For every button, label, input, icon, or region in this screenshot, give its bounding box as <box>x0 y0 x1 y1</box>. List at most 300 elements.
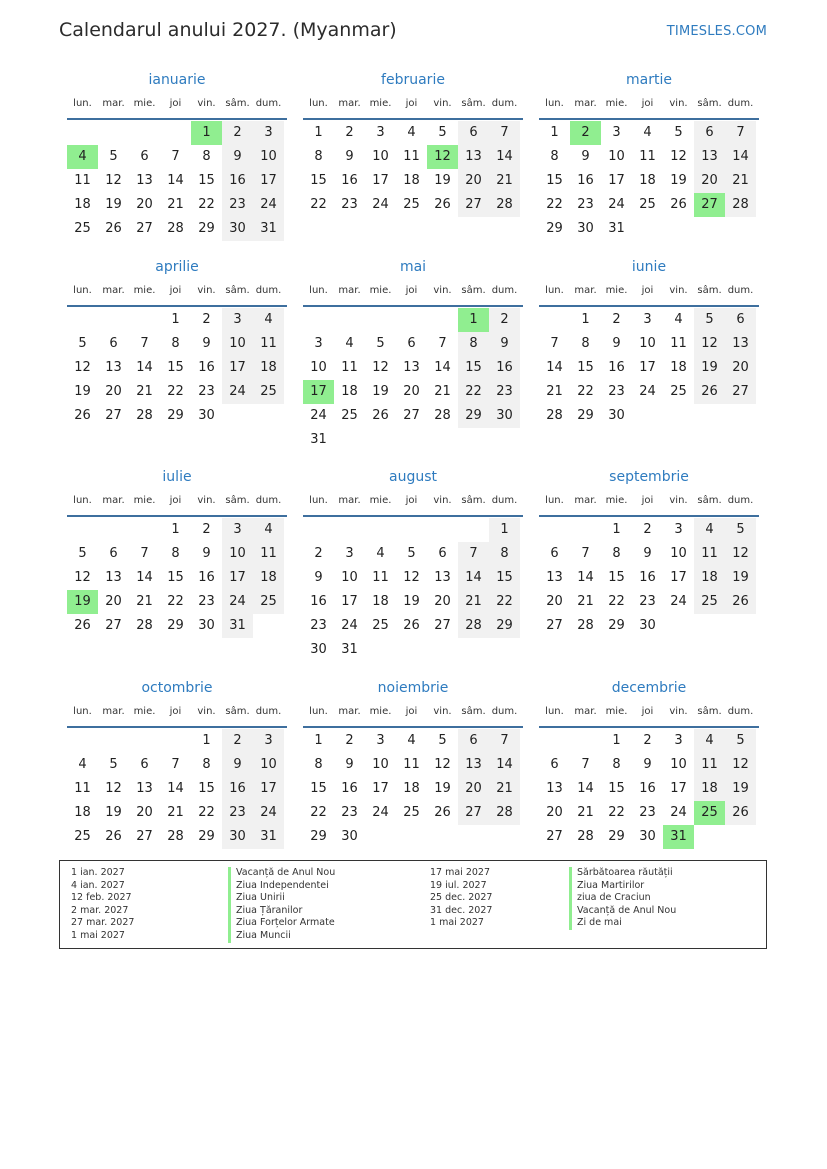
day-cell: 7 <box>500 733 509 748</box>
day-cell: 14 <box>577 781 594 796</box>
day-cell: 12 <box>403 570 420 585</box>
day-cell: 30 <box>229 221 246 236</box>
day-cell: 13 <box>105 570 122 585</box>
day-cell: 10 <box>670 757 687 772</box>
day-cell: 23 <box>639 805 656 820</box>
legend-date: 1 mai 2027 <box>430 917 484 929</box>
day-cell: 8 <box>581 336 590 351</box>
day-cell: 23 <box>310 618 327 633</box>
day-cell: 13 <box>136 781 153 796</box>
weekday-label: vin. <box>197 706 216 717</box>
weekday-label: mar. <box>574 98 597 109</box>
day-cell: 13 <box>546 570 563 585</box>
day-cell: 6 <box>469 733 478 748</box>
day-cell: 5 <box>736 522 745 537</box>
legend-holiday-name: Zi de mai <box>569 917 676 930</box>
day-cell: 10 <box>229 336 246 351</box>
day-cell: 21 <box>496 173 513 188</box>
day-cell: 28 <box>167 829 184 844</box>
day-cell: 24 <box>229 594 246 609</box>
weekday-label: mie. <box>369 285 392 296</box>
legend-holiday-name: ziua de Craciun <box>569 892 676 905</box>
holiday-day-cell: 1 <box>191 121 222 145</box>
day-cell: 8 <box>171 336 180 351</box>
day-cell: 13 <box>105 360 122 375</box>
day-cell: 27 <box>732 384 749 399</box>
weekday-label: sâm. <box>225 285 250 296</box>
weekday-label: lun. <box>545 495 564 506</box>
day-cell: 4 <box>264 522 273 537</box>
day-cell: 2 <box>202 312 211 327</box>
month-title: martie <box>626 72 672 88</box>
day-cell: 11 <box>701 757 718 772</box>
day-cell: 21 <box>167 197 184 212</box>
day-cell: 9 <box>314 570 323 585</box>
day-cell: 17 <box>341 594 358 609</box>
day-cell: 19 <box>701 360 718 375</box>
day-cell: 12 <box>434 757 451 772</box>
day-cell: 1 <box>314 125 323 140</box>
weekday-label: mie. <box>369 98 392 109</box>
weekday-label: dum. <box>491 706 518 717</box>
day-cell: 3 <box>314 336 323 351</box>
day-cell: 12 <box>732 546 749 561</box>
month-title: noiembrie <box>377 680 449 696</box>
day-cell: 9 <box>345 149 354 164</box>
day-cell: 1 <box>612 522 621 537</box>
day-cell: 18 <box>74 197 91 212</box>
day-cell: 20 <box>136 197 153 212</box>
day-cell: 24 <box>372 197 389 212</box>
day-cell: 5 <box>674 125 683 140</box>
day-cell: 9 <box>202 336 211 351</box>
day-cell: 11 <box>403 149 420 164</box>
weekday-label: mar. <box>574 285 597 296</box>
weekday-label: mie. <box>605 98 628 109</box>
month-header-rule <box>67 726 287 728</box>
legend-holiday-name: Ziua Martirilor <box>569 880 676 893</box>
day-cell: 1 <box>550 125 559 140</box>
day-cell: 18 <box>670 360 687 375</box>
day-cell: 31 <box>260 829 277 844</box>
day-cell: 22 <box>496 594 513 609</box>
day-cell: 17 <box>372 781 389 796</box>
day-cell: 25 <box>403 805 420 820</box>
month-header-rule <box>303 726 523 728</box>
weekday-label: sâm. <box>697 285 722 296</box>
day-cell: 10 <box>608 149 625 164</box>
day-cell: 16 <box>341 781 358 796</box>
day-cell: 14 <box>496 757 513 772</box>
page-title: Calendarul anului 2027. (Myanmar) <box>59 19 397 41</box>
weekday-label: sâm. <box>697 98 722 109</box>
day-cell: 5 <box>78 546 87 561</box>
weekday-label: dum. <box>727 285 754 296</box>
weekday-label: sâm. <box>225 495 250 506</box>
day-cell: 29 <box>608 618 625 633</box>
day-cell: 3 <box>264 125 273 140</box>
weekday-label: joi <box>169 98 182 109</box>
brand-link[interactable]: TIMESLES.COM <box>666 24 767 39</box>
day-cell: 12 <box>732 757 749 772</box>
day-cell: 13 <box>465 149 482 164</box>
day-cell: 30 <box>639 829 656 844</box>
day-cell: 31 <box>229 618 246 633</box>
day-cell: 17 <box>229 360 246 375</box>
day-cell: 4 <box>674 312 683 327</box>
legend-date: 19 iul. 2027 <box>430 879 487 891</box>
day-cell: 29 <box>198 829 215 844</box>
month-title: februarie <box>381 72 445 88</box>
day-cell: 11 <box>260 336 277 351</box>
day-cell: 19 <box>434 781 451 796</box>
day-cell: 22 <box>167 594 184 609</box>
weekday-label: sâm. <box>461 285 486 296</box>
month-title: mai <box>399 259 427 275</box>
legend-left-dates <box>71 867 134 943</box>
day-cell: 13 <box>434 570 451 585</box>
day-cell: 29 <box>546 221 563 236</box>
month-header-rule <box>539 726 759 728</box>
day-cell: 15 <box>167 570 184 585</box>
day-cell: 18 <box>260 360 277 375</box>
day-cell: 29 <box>198 221 215 236</box>
day-cell: 27 <box>105 618 122 633</box>
day-cell: 12 <box>105 173 122 188</box>
weekday-label: sâm. <box>461 706 486 717</box>
holiday-day-cell: 1 <box>458 308 489 332</box>
day-cell: 17 <box>260 173 277 188</box>
day-cell: 31 <box>310 432 327 447</box>
weekday-label: sâm. <box>697 706 722 717</box>
month-header-rule <box>539 515 759 517</box>
day-cell: 29 <box>465 408 482 423</box>
day-cell: 21 <box>465 594 482 609</box>
day-cell: 1 <box>171 312 180 327</box>
weekday-label: sâm. <box>225 98 250 109</box>
day-cell: 4 <box>264 312 273 327</box>
day-cell: 30 <box>577 221 594 236</box>
day-cell: 15 <box>310 173 327 188</box>
day-cell: 28 <box>136 618 153 633</box>
day-cell: 19 <box>732 781 749 796</box>
weekday-label: dum. <box>491 285 518 296</box>
holiday-day-cell: 27 <box>694 193 725 217</box>
day-cell: 7 <box>500 125 509 140</box>
day-cell: 24 <box>608 197 625 212</box>
day-cell: 11 <box>639 149 656 164</box>
day-cell: 15 <box>608 570 625 585</box>
day-cell: 25 <box>701 594 718 609</box>
day-cell: 5 <box>376 336 385 351</box>
day-cell: 6 <box>140 149 149 164</box>
day-cell: 5 <box>438 125 447 140</box>
day-cell: 21 <box>577 805 594 820</box>
day-cell: 30 <box>229 829 246 844</box>
day-cell: 4 <box>643 125 652 140</box>
weekday-label: mie. <box>133 706 156 717</box>
day-cell: 3 <box>643 312 652 327</box>
weekday-label: lun. <box>309 285 328 296</box>
day-cell: 11 <box>341 360 358 375</box>
day-cell: 18 <box>403 173 420 188</box>
legend-holiday-name: Ziua Unirii <box>228 892 335 905</box>
day-cell: 12 <box>105 781 122 796</box>
day-cell: 21 <box>136 594 153 609</box>
legend-date: 31 dec. 2027 <box>430 904 493 916</box>
day-cell: 24 <box>670 805 687 820</box>
day-cell: 26 <box>732 805 749 820</box>
day-cell: 25 <box>639 197 656 212</box>
weekday-label: lun. <box>73 98 92 109</box>
holiday-day-cell: 12 <box>427 145 458 169</box>
day-cell: 30 <box>341 829 358 844</box>
day-cell: 25 <box>74 829 91 844</box>
day-cell: 30 <box>639 618 656 633</box>
day-cell: 6 <box>705 125 714 140</box>
day-cell: 26 <box>434 805 451 820</box>
day-cell: 14 <box>577 570 594 585</box>
weekday-label: mie. <box>133 495 156 506</box>
day-cell: 2 <box>202 522 211 537</box>
day-cell: 27 <box>136 221 153 236</box>
day-cell: 5 <box>407 546 416 561</box>
month-title: iunie <box>631 259 667 275</box>
day-cell: 23 <box>341 197 358 212</box>
month-title: aprilie <box>155 259 199 275</box>
day-cell: 13 <box>546 781 563 796</box>
day-cell: 18 <box>403 781 420 796</box>
day-cell: 3 <box>345 546 354 561</box>
legend-date: 17 mai 2027 <box>430 867 491 878</box>
month-header-rule <box>539 118 759 120</box>
day-cell: 26 <box>74 408 91 423</box>
day-cell: 16 <box>229 173 246 188</box>
day-cell: 9 <box>500 336 509 351</box>
weekday-label: mie. <box>605 285 628 296</box>
day-cell: 5 <box>705 312 714 327</box>
day-cell: 29 <box>496 618 513 633</box>
day-cell: 21 <box>496 781 513 796</box>
day-cell: 24 <box>639 384 656 399</box>
day-cell: 4 <box>345 336 354 351</box>
day-cell: 3 <box>233 312 242 327</box>
day-cell: 23 <box>639 594 656 609</box>
day-cell: 18 <box>74 805 91 820</box>
day-cell: 18 <box>701 781 718 796</box>
day-cell: 20 <box>465 173 482 188</box>
day-cell: 23 <box>229 197 246 212</box>
day-cell: 24 <box>341 618 358 633</box>
day-cell: 15 <box>465 360 482 375</box>
day-cell: 30 <box>198 408 215 423</box>
day-cell: 9 <box>345 757 354 772</box>
day-cell: 13 <box>465 757 482 772</box>
weekday-label: vin. <box>433 285 452 296</box>
day-cell: 8 <box>500 546 509 561</box>
day-cell: 25 <box>260 384 277 399</box>
legend-right-dates <box>430 867 492 930</box>
legend-date: 2 mar. 2027 <box>71 904 129 916</box>
weekday-label: lun. <box>545 285 564 296</box>
day-cell: 5 <box>78 336 87 351</box>
day-cell: 10 <box>639 336 656 351</box>
day-cell: 4 <box>407 733 416 748</box>
day-cell: 14 <box>136 360 153 375</box>
day-cell: 26 <box>372 408 389 423</box>
day-cell: 10 <box>260 149 277 164</box>
day-cell: 8 <box>469 336 478 351</box>
month-header-rule <box>303 305 523 307</box>
day-cell: 6 <box>469 125 478 140</box>
day-cell: 25 <box>670 384 687 399</box>
day-cell: 22 <box>198 805 215 820</box>
day-cell: 22 <box>608 805 625 820</box>
day-cell: 16 <box>229 781 246 796</box>
weekday-label: dum. <box>727 495 754 506</box>
day-cell: 19 <box>670 173 687 188</box>
weekday-label: dum. <box>491 495 518 506</box>
holiday-day-cell: 2 <box>570 121 601 145</box>
legend-holiday-name: Ziua Independentei <box>228 880 335 893</box>
day-cell: 20 <box>701 173 718 188</box>
day-cell: 9 <box>643 546 652 561</box>
weekday-label: vin. <box>433 495 452 506</box>
day-cell: 20 <box>434 594 451 609</box>
day-cell: 11 <box>372 570 389 585</box>
weekday-label: joi <box>405 495 418 506</box>
weekday-label: mie. <box>133 285 156 296</box>
weekday-label: vin. <box>669 495 688 506</box>
legend-date: 27 mar. 2027 <box>71 917 135 929</box>
month-title: ianuarie <box>148 72 206 88</box>
day-cell: 8 <box>550 149 559 164</box>
day-cell: 22 <box>608 594 625 609</box>
day-cell: 10 <box>310 360 327 375</box>
month-header-rule <box>67 515 287 517</box>
weekday-label: vin. <box>669 285 688 296</box>
day-cell: 17 <box>670 570 687 585</box>
weekday-label: joi <box>169 706 182 717</box>
day-cell: 2 <box>345 733 354 748</box>
day-cell: 24 <box>310 408 327 423</box>
weekday-label: vin. <box>197 98 216 109</box>
day-cell: 28 <box>496 197 513 212</box>
day-cell: 8 <box>612 757 621 772</box>
day-cell: 11 <box>670 336 687 351</box>
day-cell: 18 <box>341 384 358 399</box>
day-cell: 30 <box>198 618 215 633</box>
day-cell: 22 <box>198 197 215 212</box>
holiday-day-cell: 4 <box>67 145 98 169</box>
day-cell: 1 <box>202 733 211 748</box>
day-cell: 19 <box>372 384 389 399</box>
day-cell: 5 <box>109 757 118 772</box>
day-cell: 2 <box>233 733 242 748</box>
legend-date: 1 ian. 2027 <box>71 867 125 878</box>
weekday-label: lun. <box>309 98 328 109</box>
day-cell: 26 <box>701 384 718 399</box>
day-cell: 27 <box>546 829 563 844</box>
day-cell: 9 <box>612 336 621 351</box>
weekday-label: mar. <box>102 495 125 506</box>
month-title: august <box>389 469 437 485</box>
day-cell: 31 <box>341 642 358 657</box>
day-cell: 5 <box>109 149 118 164</box>
weekday-label: lun. <box>73 495 92 506</box>
weekday-label: sâm. <box>461 495 486 506</box>
day-cell: 26 <box>434 197 451 212</box>
day-cell: 17 <box>639 360 656 375</box>
day-cell: 21 <box>136 384 153 399</box>
day-cell: 8 <box>171 546 180 561</box>
month-header-rule <box>67 118 287 120</box>
day-cell: 3 <box>674 522 683 537</box>
day-cell: 15 <box>167 360 184 375</box>
day-cell: 4 <box>78 757 87 772</box>
legend-holiday-name: Ziua Forțelor Armate <box>228 917 335 930</box>
day-cell: 8 <box>202 149 211 164</box>
day-cell: 28 <box>434 408 451 423</box>
weekday-label: lun. <box>73 285 92 296</box>
day-cell: 6 <box>736 312 745 327</box>
day-cell: 14 <box>465 570 482 585</box>
day-cell: 23 <box>341 805 358 820</box>
day-cell: 7 <box>736 125 745 140</box>
day-cell: 21 <box>546 384 563 399</box>
day-cell: 26 <box>105 829 122 844</box>
weekday-label: mar. <box>338 706 361 717</box>
day-cell: 10 <box>260 757 277 772</box>
weekday-label: vin. <box>197 285 216 296</box>
day-cell: 10 <box>372 757 389 772</box>
day-cell: 23 <box>229 805 246 820</box>
day-cell: 20 <box>105 594 122 609</box>
day-cell: 27 <box>105 408 122 423</box>
weekday-label: dum. <box>255 285 282 296</box>
day-cell: 20 <box>546 805 563 820</box>
day-cell: 31 <box>260 221 277 236</box>
day-cell: 29 <box>167 618 184 633</box>
weekday-label: lun. <box>545 706 564 717</box>
day-cell: 13 <box>701 149 718 164</box>
weekday-label: joi <box>641 285 654 296</box>
day-cell: 10 <box>229 546 246 561</box>
weekday-label: joi <box>169 285 182 296</box>
weekday-label: mar. <box>574 706 597 717</box>
day-cell: 20 <box>403 384 420 399</box>
day-cell: 9 <box>643 757 652 772</box>
day-cell: 4 <box>407 125 416 140</box>
day-cell: 23 <box>198 384 215 399</box>
day-cell: 26 <box>105 221 122 236</box>
day-cell: 23 <box>496 384 513 399</box>
day-cell: 7 <box>140 336 149 351</box>
day-cell: 18 <box>701 570 718 585</box>
weekday-label: vin. <box>669 98 688 109</box>
weekday-label: mar. <box>102 706 125 717</box>
day-cell: 16 <box>310 594 327 609</box>
legend-holiday-name: Sărbătoarea răutății <box>569 867 676 880</box>
day-cell: 17 <box>608 173 625 188</box>
day-cell: 7 <box>581 757 590 772</box>
day-cell: 21 <box>577 594 594 609</box>
day-cell: 15 <box>198 173 215 188</box>
day-cell: 4 <box>705 522 714 537</box>
day-cell: 9 <box>581 149 590 164</box>
weekday-label: joi <box>641 706 654 717</box>
day-cell: 16 <box>639 781 656 796</box>
